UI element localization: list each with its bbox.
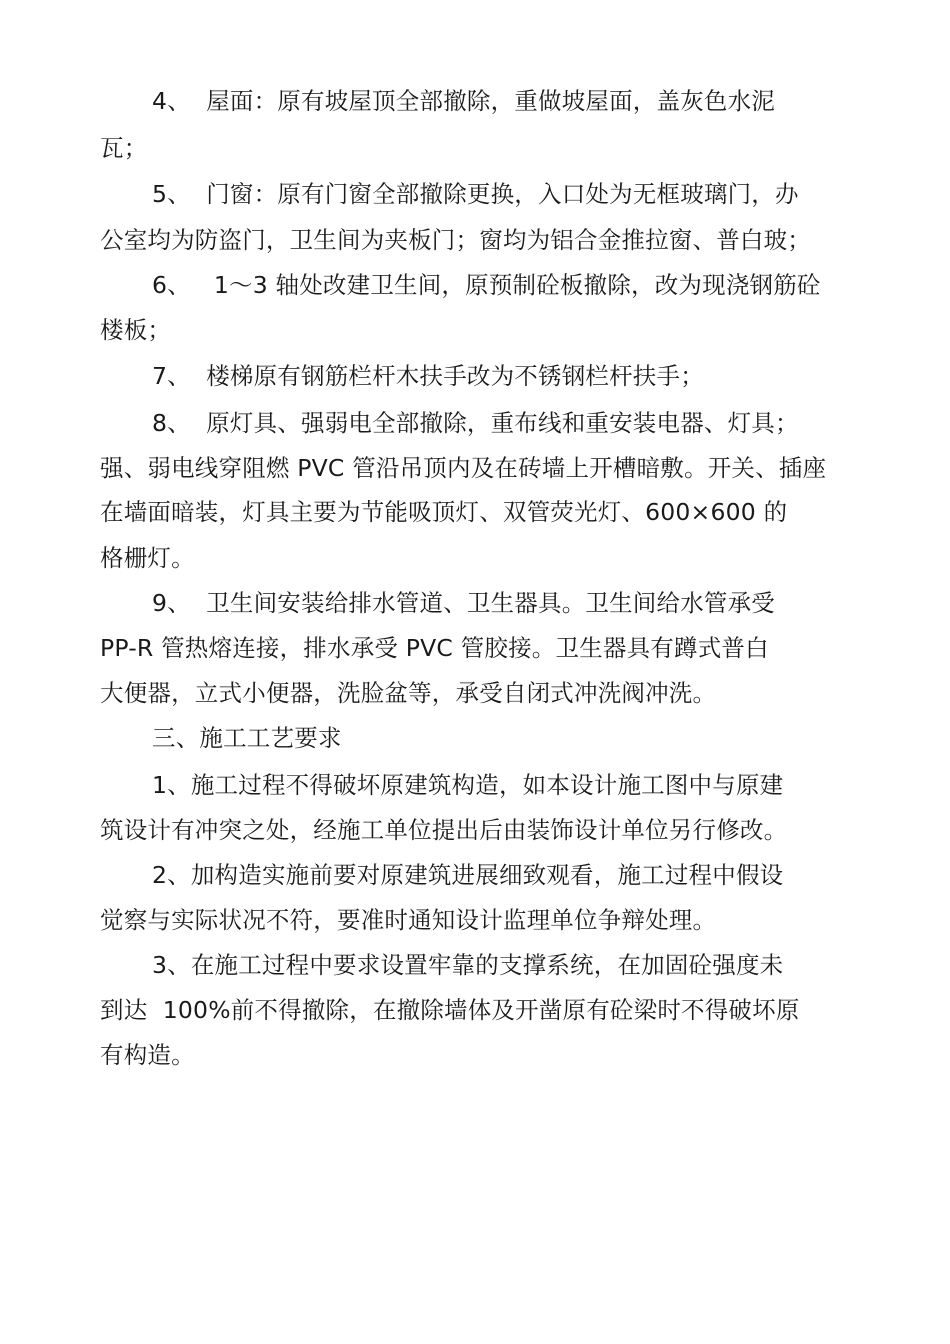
text-line-item-8-cont-3: 格栅灯。 [100,544,195,572]
text-line-item-4-cont: 瓦； [100,134,148,162]
text-line-req-1-cont: 筑设计有冲突之处，经施工单位提出后由装饰设计单位另行修改。 [100,816,788,844]
text-line-item-6-cont: 楼板； [100,316,172,344]
text-line-item-9-cont-1: PP-R 管热熔连接，排水承受 PVC 管胶接。卫生器具有蹲式普白 [100,634,769,662]
text-line-req-3-cont-2: 有构造。 [100,1041,195,1069]
text-line-req-3-cont-1: 到达 100%前不得撤除，在撤除墙体及开凿原有砼梁时不得破坏原 [100,996,800,1024]
text-line-item-5: 5、 门窗：原有门窗全部撤除更换，入口处为无框玻璃门，办 [152,180,799,208]
text-line-item-8-cont-1: 强、弱电线穿阻燃 PVC 管沿吊顶内及在砖墙上开槽暗敷。开关、插座 [100,454,827,482]
text-line-item-9: 9、 卫生间安装给排水管道、卫生器具。卫生间给水管承受 [152,589,775,617]
text-line-req-2-cont: 觉察与实际状况不符，要准时通知设计监理单位争辩处理。 [100,906,717,934]
text-line-req-3: 3、在施工过程中要求设置牢靠的支撑系统，在加固砼强度未 [152,951,784,979]
text-line-item-6: 6、 1～3 轴处改建卫生间，原预制砼板撤除，改为现浇钢筋砼 [152,271,821,299]
section-heading: 三、施工工艺要求 [152,724,342,752]
text-line-item-5-cont: 公室均为防盗门，卫生间为夹板门；窗均为铝合金推拉窗、普白玻； [100,226,811,254]
text-line-req-2: 2、加构造实施前要对原建筑进展细致观看，施工过程中假设 [152,861,784,889]
text-line-req-1: 1、施工过程不得破坏原建筑构造，如本设计施工图中与原建 [152,771,784,799]
text-line-item-8-cont-2: 在墙面暗装，灯具主要为节能吸顶灯、双管荧光灯、600×600 的 [100,498,788,526]
text-line-item-8: 8、 原灯具、强弱电全部撤除，重布线和重安装电器、灯具； [152,409,799,437]
text-line-item-9-cont-2: 大便器，立式小便器，洗脸盆等，承受自闭式冲洗阀冲洗。 [100,679,717,707]
text-line-item-4: 4、 屋面：原有坡屋顶全部撤除，重做坡屋面，盖灰色水泥 [152,87,775,115]
text-line-item-7: 7、 楼梯原有钢筋栏杆木扶手改为不锈钢栏杆扶手； [152,362,704,390]
